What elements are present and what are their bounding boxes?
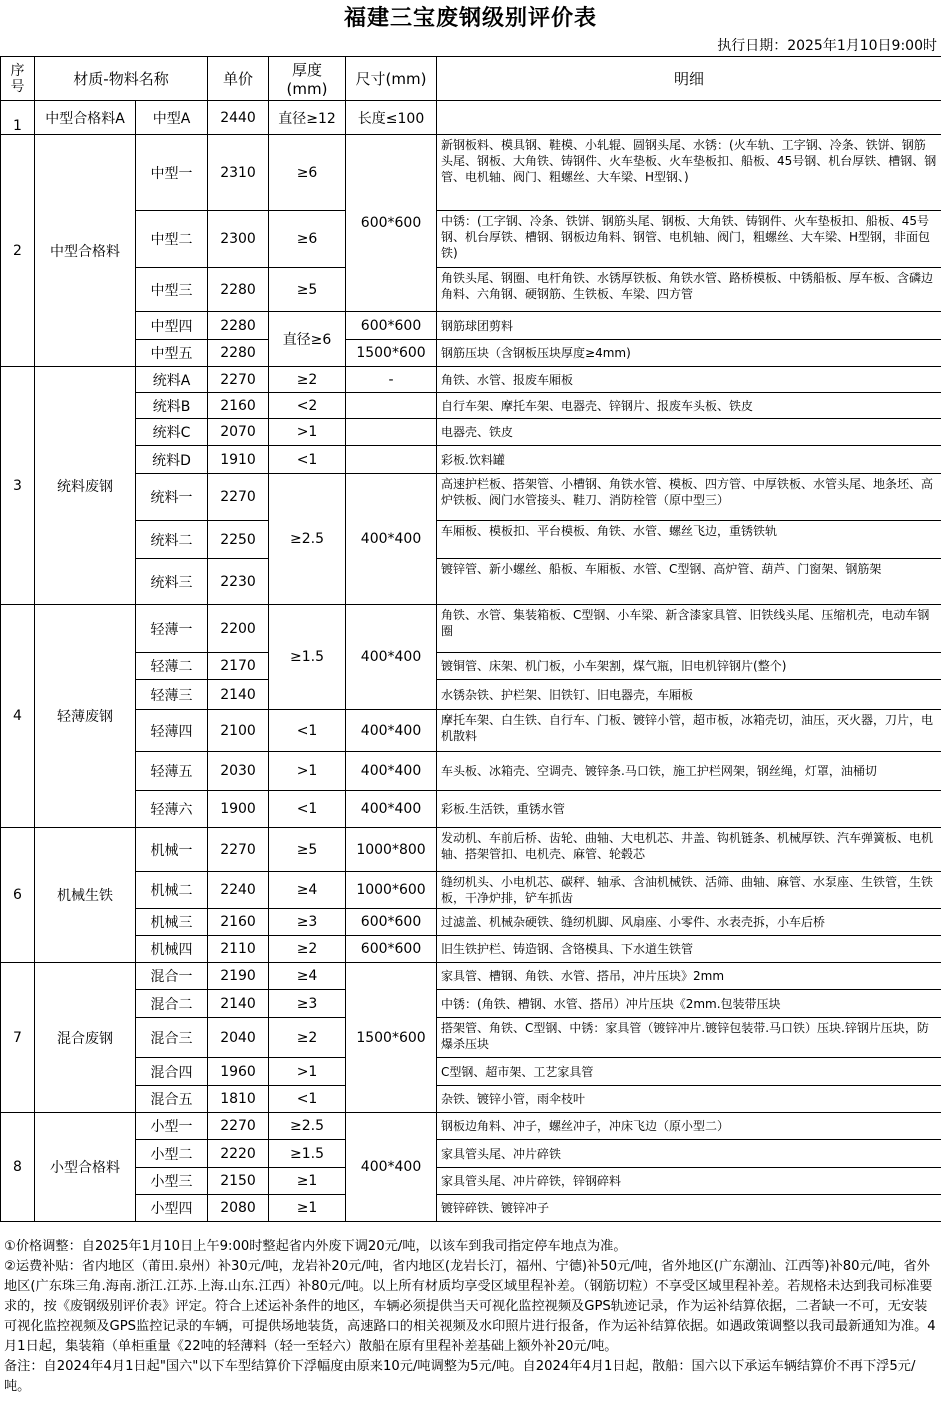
note-freight-subsidy: ②运费补贴：省内地区（莆田.泉州）补30元/吨，龙岩补20元/吨，省内地区(龙岩长汀，福州、宁德)补50元/吨，省外地区(广东潮汕、江西等)补80元/吨，省外地区(广东珠三角.海南.浙江.江苏.上海.山东.江西）补80元/吨。以上所有材质均享受区域里程补差。（钢筋切粒）不享受区域里程补差。若规格未达到我司标准要求的，按《废钢级别评价表》评定。符合上述运补条件的地区，车辆必须提供当天可视化监控视频及GPS轨迹记录，作为运补结算依据，二者缺一不可，无安装可视化监控视频及GPS监控记录的车辆，可提供场地装货，高速路口的相关视频及水印照片进行报备，作为运补结算依据。如遇政策调整以我司最新通知为准。4月1日起，集装箱（单柜重量《22吨的轻薄料（轻一至轻六）散船在原有里程补差基础上额外补20元/吨。	[4, 1259, 936, 1354]
item-size: 600*600	[346, 135, 437, 312]
item-detail: 钢筋压块（含钢板压块厚度≥4mm)	[437, 340, 941, 367]
table-row	[1, 1058, 941, 1086]
item-size: 400*400	[346, 1113, 437, 1222]
header-thickness: 厚度(mm)	[269, 57, 346, 101]
item-thickness: <2	[269, 393, 346, 419]
item-name: 统料C	[136, 419, 208, 446]
item-thickness: ≥5	[269, 828, 346, 872]
header-material: 材质-物料名称	[35, 57, 208, 101]
table-row	[1, 1195, 941, 1222]
item-detail: 电器壳、铁皮	[437, 419, 941, 446]
header-size: 尺寸(mm)	[346, 57, 437, 101]
item-detail	[437, 101, 941, 135]
table-row	[1, 1018, 941, 1058]
item-detail: 水锈杂铁、护栏架、旧铁钉、旧电器壳，车厢板	[437, 680, 941, 710]
item-thickness: ≥1.5	[269, 1140, 346, 1168]
item-detail: 中锈：(工字钢、冷条、铁饼、钢筋头尾、钢板、大角铁、铸钢件、火车垫板扣、船板、45号钢、机台厚铁、槽钢、钢板边角料、钢管、电机轴、阀门，粗螺丝、大车梁、H型钢，非面包铁)	[437, 211, 941, 268]
table-row	[1, 990, 941, 1018]
item-name: 机械三	[136, 909, 208, 936]
item-thickness: ≥2	[269, 1018, 346, 1058]
item-thickness: >1	[269, 752, 346, 791]
table-row	[1, 680, 941, 710]
item-thickness: ≥1	[269, 1195, 346, 1222]
price-table	[0, 56, 941, 1222]
item-detail: 镀锌碎铁、镀锌冲子	[437, 1195, 941, 1222]
group-name: 统料废钢	[35, 367, 136, 605]
item-price: 2250	[208, 521, 269, 559]
header-detail: 明细	[437, 57, 941, 101]
item-name: 统料A	[136, 367, 208, 393]
execution-date: 执行日期：2025年1月10日9:00时	[717, 38, 937, 54]
item-price: 2300	[208, 211, 269, 268]
header-row	[1, 57, 941, 101]
item-price: 2230	[208, 559, 269, 605]
item-detail: 车头板、冰箱壳、空调壳、镀锌条.马口铁，施工护栏网架，钢丝绳，灯罩，油桶切	[437, 752, 941, 791]
item-thickness: ≥2	[269, 936, 346, 963]
item-price: 2280	[208, 340, 269, 367]
table-row	[1, 936, 941, 963]
group-no: 3	[1, 367, 35, 605]
item-price: 2220	[208, 1140, 269, 1168]
item-size: 1000*600	[346, 872, 437, 909]
item-name: 机械四	[136, 936, 208, 963]
group-no: 6	[1, 828, 35, 963]
item-detail: 角铁、水管、集装箱板、C型钢、小车梁、新含漆家具管、旧铁线头尾、压缩机壳，电动车钢圈	[437, 605, 941, 653]
item-price: 1960	[208, 1058, 269, 1086]
item-detail: 钢板边角料、冲子，螺丝冲子，冲床飞边（原小型二）	[437, 1113, 941, 1140]
table-row	[1, 340, 941, 367]
item-thickness: ≥6	[269, 135, 346, 211]
item-name: 统料D	[136, 446, 208, 474]
table-row	[1, 1086, 941, 1113]
item-name: 机械一	[136, 828, 208, 872]
group-no: 8	[1, 1113, 35, 1222]
item-name: 轻薄四	[136, 710, 208, 752]
table-row	[1, 710, 941, 752]
item-thickness: ≥4	[269, 872, 346, 909]
group-no: 1	[1, 101, 35, 135]
item-detail: 缝纫机头、小电机芯、碳秤、轴承、含油机械铁、活筛、曲轴、麻管、水泵座、生铁管，生铁板，干净炉排，铲车抓齿	[437, 872, 941, 909]
item-name: 混合三	[136, 1018, 208, 1058]
item-thickness: ≥1	[269, 1168, 346, 1195]
item-thickness: ≥3	[269, 909, 346, 936]
item-price: 2440	[208, 101, 269, 135]
item-detail: 角铁、水管、报废车厢板	[437, 367, 941, 393]
table-row	[1, 521, 941, 559]
group-no: 7	[1, 963, 35, 1113]
item-size: 长度≤100	[346, 101, 437, 135]
item-thickness: ≥4	[269, 963, 346, 990]
item-detail: 高速护栏板、搭架管、小槽钢、角铁水管、模板、四方管、中厚铁板、水管头尾、地条坯、高炉铁板、阀门水管接头、鞋刀、消防栓管（原中型三）	[437, 474, 941, 521]
item-price: 2280	[208, 312, 269, 340]
item-thickness: <1	[269, 791, 346, 828]
group-name: 小型合格料	[35, 1113, 136, 1222]
item-detail: 彩板.饮料罐	[437, 446, 941, 474]
item-name: 轻薄一	[136, 605, 208, 653]
item-size	[346, 393, 437, 419]
item-price: 2040	[208, 1018, 269, 1058]
item-thickness: <1	[269, 1086, 346, 1113]
table-row	[1, 446, 941, 474]
table-row	[1, 135, 941, 211]
item-size: 600*600	[346, 312, 437, 340]
item-size: 1500*600	[346, 340, 437, 367]
item-name: 小型一	[136, 1113, 208, 1140]
item-thickness: ≥2.5	[269, 1113, 346, 1140]
item-detail: 杂铁、镀锌小管，雨伞枝叶	[437, 1086, 941, 1113]
item-name: 混合二	[136, 990, 208, 1018]
item-name: 轻薄二	[136, 653, 208, 680]
item-price: 2110	[208, 936, 269, 963]
item-name: 混合五	[136, 1086, 208, 1113]
table-row	[1, 211, 941, 268]
item-price: 2200	[208, 605, 269, 653]
item-price: 2270	[208, 828, 269, 872]
item-size: 1500*600	[346, 963, 437, 1113]
item-size: 400*400	[346, 791, 437, 828]
item-name: 轻薄六	[136, 791, 208, 828]
item-detail: 摩托车架、白生铁、自行车、门板、镀锌小管，超市板，冰箱壳切，油压，灭火器，刀片，电机散料	[437, 710, 941, 752]
item-name: 中型一	[136, 135, 208, 211]
table-row	[1, 605, 941, 653]
item-detail: C型钢、超市架、工艺家具管	[437, 1058, 941, 1086]
item-price: 2160	[208, 393, 269, 419]
item-name: 统料一	[136, 474, 208, 521]
item-name: 混合一	[136, 963, 208, 990]
table-row	[1, 101, 941, 135]
item-size: 1000*800	[346, 828, 437, 872]
page-title: 福建三宝废钢级别评价表	[343, 6, 597, 31]
header-seq: 序号	[1, 57, 35, 101]
group-no: 4	[1, 605, 35, 828]
table-row	[1, 1140, 941, 1168]
item-detail: 家具管头尾、冲片碎铁	[437, 1140, 941, 1168]
item-size: 600*600	[346, 936, 437, 963]
item-price: 2160	[208, 909, 269, 936]
item-price: 2070	[208, 419, 269, 446]
item-detail: 搭架管、角铁、C型钢、中锈：家具管（镀锌冲片.镀锌包装带.马口铁）压块.锌钢片压块，防爆杀压块	[437, 1018, 941, 1058]
group-name: 中型合格料	[35, 135, 136, 367]
item-thickness: >1	[269, 1058, 346, 1086]
item-size: 400*400	[346, 605, 437, 710]
item-name: 小型二	[136, 1140, 208, 1168]
item-detail: 过滤盖、机械杂硬铁、缝纫机脚、风扇座、小零件、水表壳拆，小车后桥	[437, 909, 941, 936]
item-detail: 钢筋球团剪料	[437, 312, 941, 340]
item-price: 1910	[208, 446, 269, 474]
item-size: 400*400	[346, 474, 437, 605]
item-price: 2270	[208, 474, 269, 521]
table-row	[1, 268, 941, 312]
item-price: 1810	[208, 1086, 269, 1113]
item-price: 2310	[208, 135, 269, 211]
item-thickness: ≥1.5	[269, 605, 346, 710]
item-price: 2030	[208, 752, 269, 791]
group-no: 2	[1, 135, 35, 367]
item-name: 中型二	[136, 211, 208, 268]
item-name: 小型三	[136, 1168, 208, 1195]
item-price: 2280	[208, 268, 269, 312]
item-name: 中型四	[136, 312, 208, 340]
item-thickness: <1	[269, 446, 346, 474]
table-row	[1, 474, 941, 521]
item-price: 2270	[208, 1113, 269, 1140]
table-row	[1, 419, 941, 446]
item-thickness: ≥3	[269, 990, 346, 1018]
item-name: 统料二	[136, 521, 208, 559]
item-name: 机械二	[136, 872, 208, 909]
table-row	[1, 791, 941, 828]
item-name: 中型A	[136, 101, 208, 135]
item-name: 混合四	[136, 1058, 208, 1086]
table-row	[1, 367, 941, 393]
item-detail: 中锈：(角铁、槽钢、水管、搭吊）冲片压块《2mm.包装带压块	[437, 990, 941, 1018]
item-detail: 新钢板料、模具钢、鞋模、小轧辊、圆钢头尾、水锈：(火车轨、工字钢、冷条、铁饼、钢筋头尾、钢板、大角铁、铸钢件、火车垫板、火车垫板扣、船板、45号钢、机台厚铁、槽钢、钢管、电机轴、阀门、粗螺丝、大车梁、H型钢、)	[437, 135, 941, 211]
table-row	[1, 963, 941, 990]
item-size: 600*600	[346, 909, 437, 936]
item-price: 2190	[208, 963, 269, 990]
item-detail: 旧生铁护栏、铸造钢、含铬模具、下水道生铁管	[437, 936, 941, 963]
group-name: 混合废钢	[35, 963, 136, 1113]
note-remark: 备注：自2024年4月1日起"国六"以下车型结算价下浮幅度由原来10元/吨调整为5元/吨。自2024年4月1日起，散船：国六以下承运车辆结算价不再下浮5元/吨。	[4, 1359, 916, 1394]
item-price: 2270	[208, 367, 269, 393]
item-name: 中型三	[136, 268, 208, 312]
item-thickness: ≥2	[269, 367, 346, 393]
table-row	[1, 559, 941, 605]
item-price: 2150	[208, 1168, 269, 1195]
item-size: 400*400	[346, 710, 437, 752]
item-thickness: ≥6	[269, 211, 346, 268]
item-name: 中型五	[136, 340, 208, 367]
item-size: -	[346, 367, 437, 393]
table-row	[1, 828, 941, 872]
table-row	[1, 312, 941, 340]
note-price-adjustment: ①价格调整：自2025年1月10日上午9:00时整起省内外废下调20元/吨，以该车到我司指定停车地点为准。	[4, 1239, 627, 1254]
item-name: 统料三	[136, 559, 208, 605]
item-thickness: 直径≥12	[269, 101, 346, 135]
item-thickness: >1	[269, 419, 346, 446]
group-name: 中型合格料A	[35, 101, 136, 135]
item-detail: 角铁头尾、钢圈、电杆角铁、水锈厚铁板、角铁水管、路桥模板、中锈船板、厚车板、含磷边角料、六角钢、硬钢筋、生铁板、车梁、四方管	[437, 268, 941, 312]
item-thickness: ≥2.5	[269, 474, 346, 605]
table-row	[1, 752, 941, 791]
item-thickness: ≥5	[269, 268, 346, 312]
item-price: 2240	[208, 872, 269, 909]
item-detail: 彩板.生活铁，重锈水管	[437, 791, 941, 828]
item-price: 2100	[208, 710, 269, 752]
item-detail: 车厢板、模板扣、平台模板、角铁、水管、螺丝飞边，重锈铁轨	[437, 521, 941, 559]
group-name: 机械生铁	[35, 828, 136, 963]
item-detail: 发动机、车前后桥、齿轮、曲轴、大电机芯、井盖、钩机链条、机械厚铁、汽车弹簧板、电机轴、搭架管扣、电机壳、麻管、轮毂芯	[437, 828, 941, 872]
item-price: 1900	[208, 791, 269, 828]
item-detail: 镀铜管、床架、机门板，小车架割，煤气瓶，旧电机锌钢片(整个)	[437, 653, 941, 680]
group-name: 轻薄废钢	[35, 605, 136, 828]
item-thickness: 直径≥6	[269, 312, 346, 367]
table-row	[1, 909, 941, 936]
header-price: 单价	[208, 57, 269, 101]
item-size	[346, 446, 437, 474]
table-row	[1, 1113, 941, 1140]
item-name: 轻薄三	[136, 680, 208, 710]
item-price: 2140	[208, 680, 269, 710]
item-price: 2170	[208, 653, 269, 680]
table-row	[1, 393, 941, 419]
item-detail: 自行车架、摩托车架、电器壳、锌钢片、报废车头板、铁皮	[437, 393, 941, 419]
item-size	[346, 419, 437, 446]
table-row	[1, 653, 941, 680]
notes-section	[4, 1237, 938, 1397]
item-thickness: <1	[269, 710, 346, 752]
item-price: 2140	[208, 990, 269, 1018]
item-detail: 镀锌管、新小螺丝、船板、车厢板、水管、C型钢、高炉管、葫芦、门窗架、钢筋架	[437, 559, 941, 605]
table-row	[1, 1168, 941, 1195]
item-name: 统料B	[136, 393, 208, 419]
table-row	[1, 872, 941, 909]
item-detail: 家具管、槽钢、角铁、水管、搭吊，冲片压块》2mm	[437, 963, 941, 990]
item-name: 轻薄五	[136, 752, 208, 791]
item-detail: 家具管头尾、冲片碎铁，锌钢碎料	[437, 1168, 941, 1195]
item-price: 2080	[208, 1195, 269, 1222]
item-name: 小型四	[136, 1195, 208, 1222]
item-size: 400*400	[346, 752, 437, 791]
